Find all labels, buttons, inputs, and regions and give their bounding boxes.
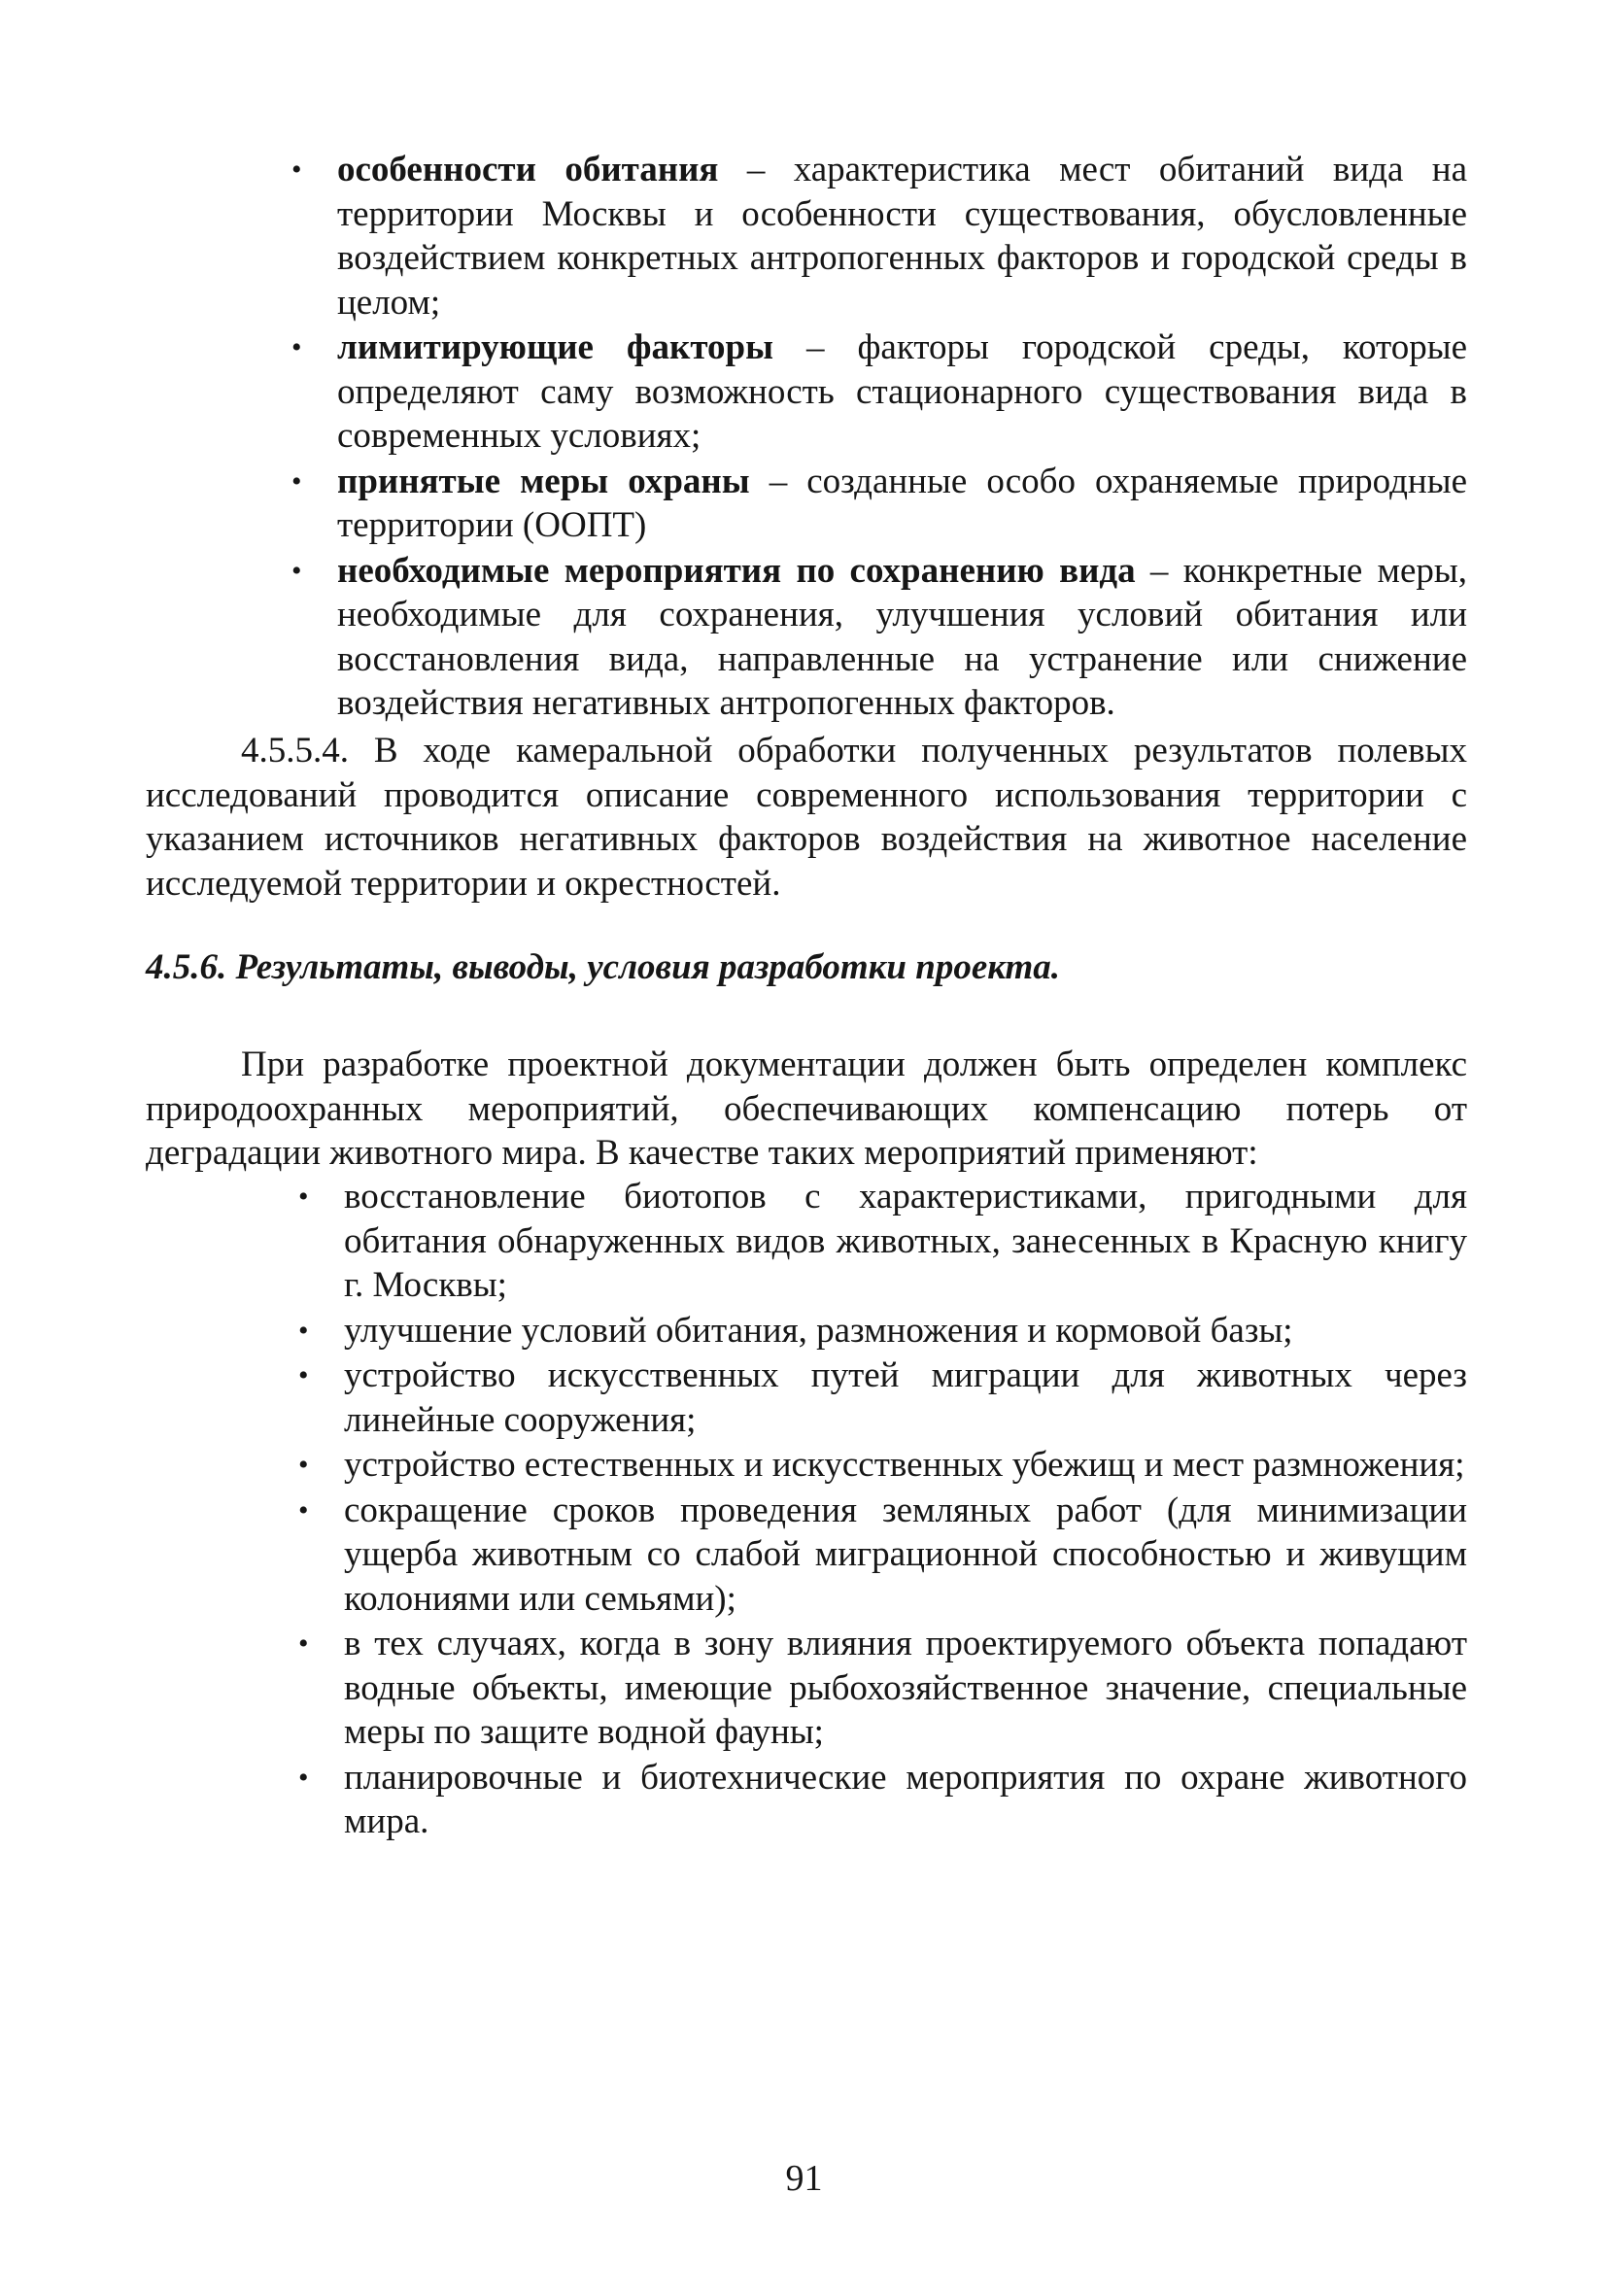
bullet-icon: •: [298, 1181, 309, 1213]
list-item: [298, 1309, 1467, 1354]
paragraph-4554: 4.5.5.4. В ходе камеральной обработки полученных результатов полевых исследований проводится описание современного использования территории с указанием источников негативных факторов воздействия на животное население исследуемой территории и окрестностей.: [146, 731, 1467, 904]
page-number: 91: [785, 2158, 823, 2199]
list-item-term: особенности обитания: [337, 150, 719, 189]
list-item-text: устройство искусственных путей миграции для животных через линейные сооружения;: [344, 1355, 1467, 1440]
section-heading: 4.5.6. Результаты, выводы, условия разработки проекта.: [146, 947, 1061, 987]
list-item-text: восстановление биотопов с характеристиками, пригодными для обитания обнаруженных видов животных, занесенных в Красную книгу г. Москвы;: [344, 1177, 1467, 1305]
list-item-text: устройство естественных и искусственных убежищ и мест размножения;: [344, 1445, 1465, 1485]
bullet-icon: •: [291, 464, 302, 497]
list-item: [298, 1175, 1467, 1308]
criteria-bullets: [291, 148, 1467, 726]
list-item-text: сокращение сроков проведения земляных работ (для минимизации ущерба животным со слабой миграционной способностью и живущим колониями или семьями);: [344, 1490, 1467, 1619]
list-item-text: – созданные особо охраняемые природные территории (ООПТ): [337, 461, 1467, 545]
list-item-term: необходимые мероприятия по сохранению вида: [337, 550, 1136, 591]
measures-bullets: [298, 1175, 1467, 1844]
bullet-icon: •: [298, 1493, 309, 1526]
bullet-icon: •: [298, 1359, 309, 1391]
list-item-text: – факторы городской среды, которые определяют саму возможность стационарного существования вида в современных условиях;: [337, 327, 1467, 456]
list-item-term: лимитирующие факторы: [337, 327, 773, 367]
bullet-icon: •: [291, 154, 302, 186]
list-item: [298, 1489, 1467, 1622]
list-item-text: – конкретные меры, необходимые для сохранения, улучшения условий обитания или восстановления вида, направленные на устранение или снижение воздействия негативных антропогенных факторов.: [337, 550, 1467, 723]
measures-list: [298, 1175, 1467, 1845]
paragraph-intro: При разработке проектной документации должен быть определен комплекс природоохранных мероприятий, обеспечивающих компенсацию потерь от деградации животного мира. В качестве таких мероприятий применяют:: [146, 1045, 1467, 1173]
list-item-text: – характеристика мест обитаний вида на территории Москвы и особенности существования, обусловленные воздействием конкретных антропогенных факторов и городской среды в целом;: [337, 150, 1467, 323]
list-item: [291, 549, 1467, 726]
bullet-icon: •: [298, 1761, 309, 1794]
list-item-term: принятые меры охраны: [337, 461, 750, 501]
bullet-icon: •: [291, 331, 302, 363]
list-item: [291, 460, 1467, 548]
list-item: [298, 1354, 1467, 1442]
list-item: [291, 326, 1467, 459]
bullet-icon: •: [298, 1449, 309, 1481]
criteria-list: [291, 148, 1467, 727]
bullet-icon: •: [298, 1314, 309, 1347]
list-item-text: планировочные и биотехнические мероприятия по охране животного мира.: [344, 1757, 1467, 1841]
bullet-icon: •: [291, 554, 302, 587]
list-item: [298, 1756, 1467, 1844]
list-item: [298, 1443, 1467, 1488]
list-item-text: улучшение условий обитания, размножения и кормовой базы;: [344, 1310, 1293, 1351]
bullet-icon: •: [298, 1628, 309, 1660]
list-item-text: в тех случаях, когда в зону влияния проектируемого объекта попадают водные объекты, имеющие рыбохозяйственное значение, специальные меры по защите водной фауны;: [344, 1624, 1467, 1752]
list-item: [298, 1622, 1467, 1755]
list-item: [291, 148, 1467, 325]
